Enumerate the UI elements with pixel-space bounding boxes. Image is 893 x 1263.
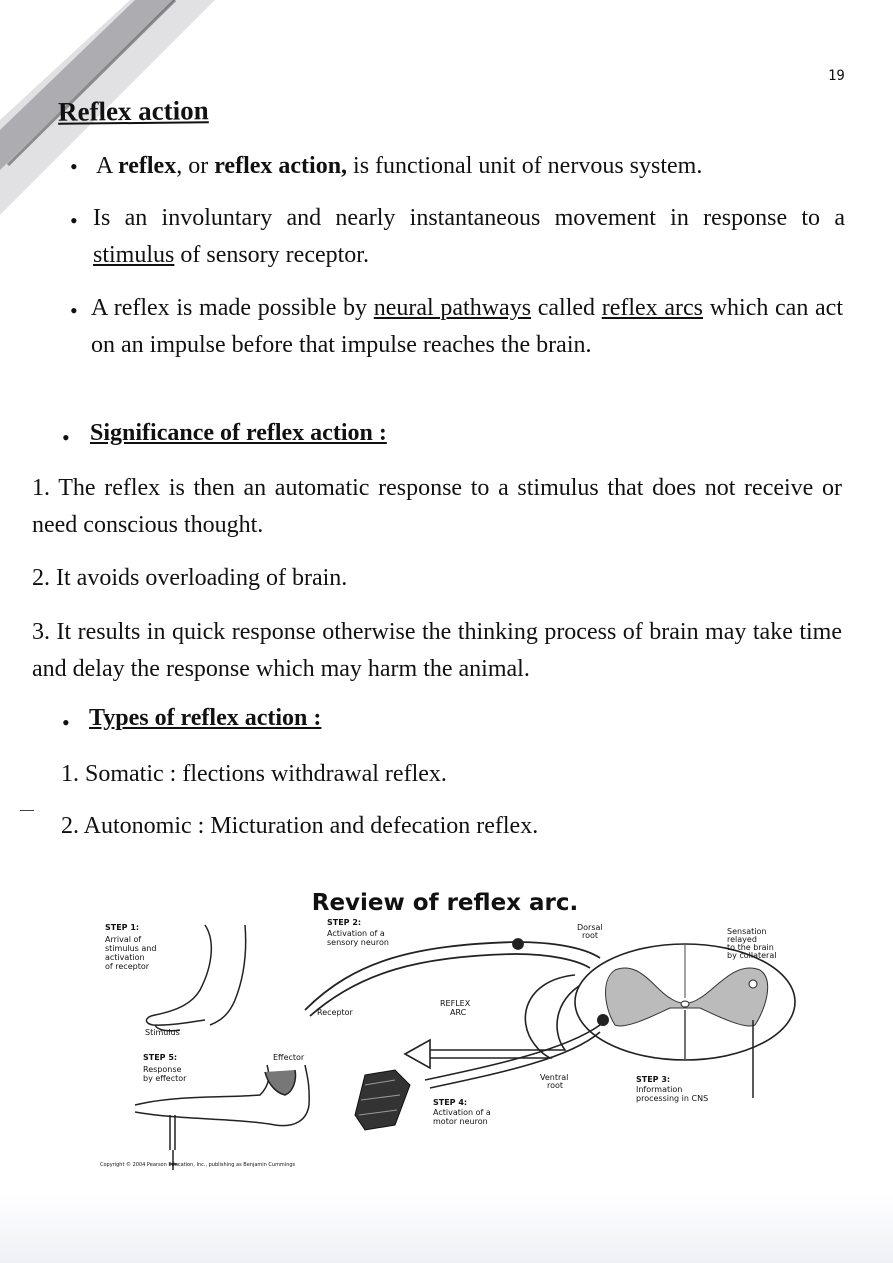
bullet-involuntary-movement xyxy=(93,200,845,274)
reflex-arc-diagram xyxy=(95,880,805,1180)
step2-text: Activation of a xyxy=(327,929,385,938)
diagram-title: Review of reflex arc. xyxy=(311,890,579,916)
page-number: 19 xyxy=(828,68,845,84)
bullet-dot: • xyxy=(70,154,78,179)
sensation-label: to the brain xyxy=(727,943,774,952)
step3-label: STEP 3: xyxy=(636,1075,671,1084)
bullet-reflex-arcs xyxy=(91,290,843,364)
significance-heading: Significance of reflex action : xyxy=(90,420,387,446)
effector-label: Effector xyxy=(273,1053,305,1062)
term-reflex-arcs: reflex arcs xyxy=(601,295,703,321)
step1-text: Arrival of xyxy=(105,935,142,944)
stimulus-label: Stimulus xyxy=(145,1028,180,1037)
text-span: A xyxy=(96,153,119,179)
term-reflex: reflex xyxy=(118,153,177,179)
step5-text: Response xyxy=(143,1065,182,1074)
stray-mark xyxy=(20,810,34,811)
bullet-dot: • xyxy=(62,710,70,735)
reflex-arc-label: ARC xyxy=(450,1008,467,1017)
step2-text: sensory neuron xyxy=(327,938,389,947)
term-neural-pathways: neural pathways xyxy=(373,295,532,321)
spinal-cord xyxy=(575,944,795,1098)
significance-item-1: 1. The reflex is then an automatic response to a stimulus that does not receive or need conscious thought. xyxy=(32,475,842,538)
step3-text: Information xyxy=(636,1085,683,1094)
step4-label: STEP 4: xyxy=(433,1098,468,1107)
step4-text: Activation of a xyxy=(433,1108,491,1117)
step1-text: activation xyxy=(105,953,145,962)
step5-label: STEP 5: xyxy=(143,1053,178,1062)
text-span: A reflex is made possible by xyxy=(91,295,374,321)
text-span: called xyxy=(531,295,602,321)
dorsal-root-label: Dorsal xyxy=(577,923,603,932)
receptor-label: Receptor xyxy=(317,1008,353,1017)
dorsal-root-label: root xyxy=(582,931,599,940)
text-span: Is an involuntary and nearly instantaneous movement in response to a xyxy=(93,205,845,231)
types-item-2: 2. Autonomic : Micturation and defecation reflex. xyxy=(61,813,539,839)
bullet-reflex-definition xyxy=(96,148,816,185)
motor-neuron xyxy=(425,1025,600,1088)
term-reflex-action: reflex action, xyxy=(214,153,348,179)
ventral-root-label: root xyxy=(547,1081,564,1090)
muscle-illustration xyxy=(355,1070,410,1130)
text-span: which can act on an impulse before that impulse reaches the brain. xyxy=(91,295,843,358)
types-heading: Types of reflex action : xyxy=(89,705,322,731)
significance-item-2: 2. It avoids overloading of brain. xyxy=(32,565,348,591)
hand-illustration xyxy=(146,925,245,1031)
sensation-label: relayed xyxy=(727,935,757,944)
step1-text: stimulus and xyxy=(105,944,157,953)
sensation-label: by collateral xyxy=(727,951,777,960)
text-span: of sensory receptor. xyxy=(174,242,369,268)
bullet-dot: • xyxy=(70,208,78,233)
scan-shadow xyxy=(0,1193,893,1263)
step2-label: STEP 2: xyxy=(327,918,362,927)
text-span: , or xyxy=(176,153,215,179)
significance-item-3: 3. It results in quick response otherwise the thinking process of brain may take time and delay the response which may harm the animal. xyxy=(32,619,842,682)
sensation-label: Sensation xyxy=(727,927,767,936)
step5-text: by effector xyxy=(143,1074,187,1083)
step1-text: of receptor xyxy=(105,962,150,971)
text-span: is functional unit of nervous system. xyxy=(347,153,703,179)
bullet-dot: • xyxy=(62,425,70,450)
reflex-arc-label: REFLEX xyxy=(440,999,471,1008)
step3-text: processing in CNS xyxy=(636,1094,709,1103)
term-stimulus: stimulus xyxy=(93,242,175,268)
step4-text: motor neuron xyxy=(433,1117,488,1126)
step1-label: STEP 1: xyxy=(105,923,140,932)
page-title: Reflex action xyxy=(57,95,209,127)
ventral-root-label: Ventral xyxy=(540,1073,569,1082)
types-item-1: 1. Somatic : flections withdrawal reflex. xyxy=(61,761,447,787)
bullet-dot: • xyxy=(70,298,78,323)
copyright-text: Copyright © 2004 Pearson Education, Inc., publishing as Benjamin Cummings xyxy=(100,1162,296,1168)
